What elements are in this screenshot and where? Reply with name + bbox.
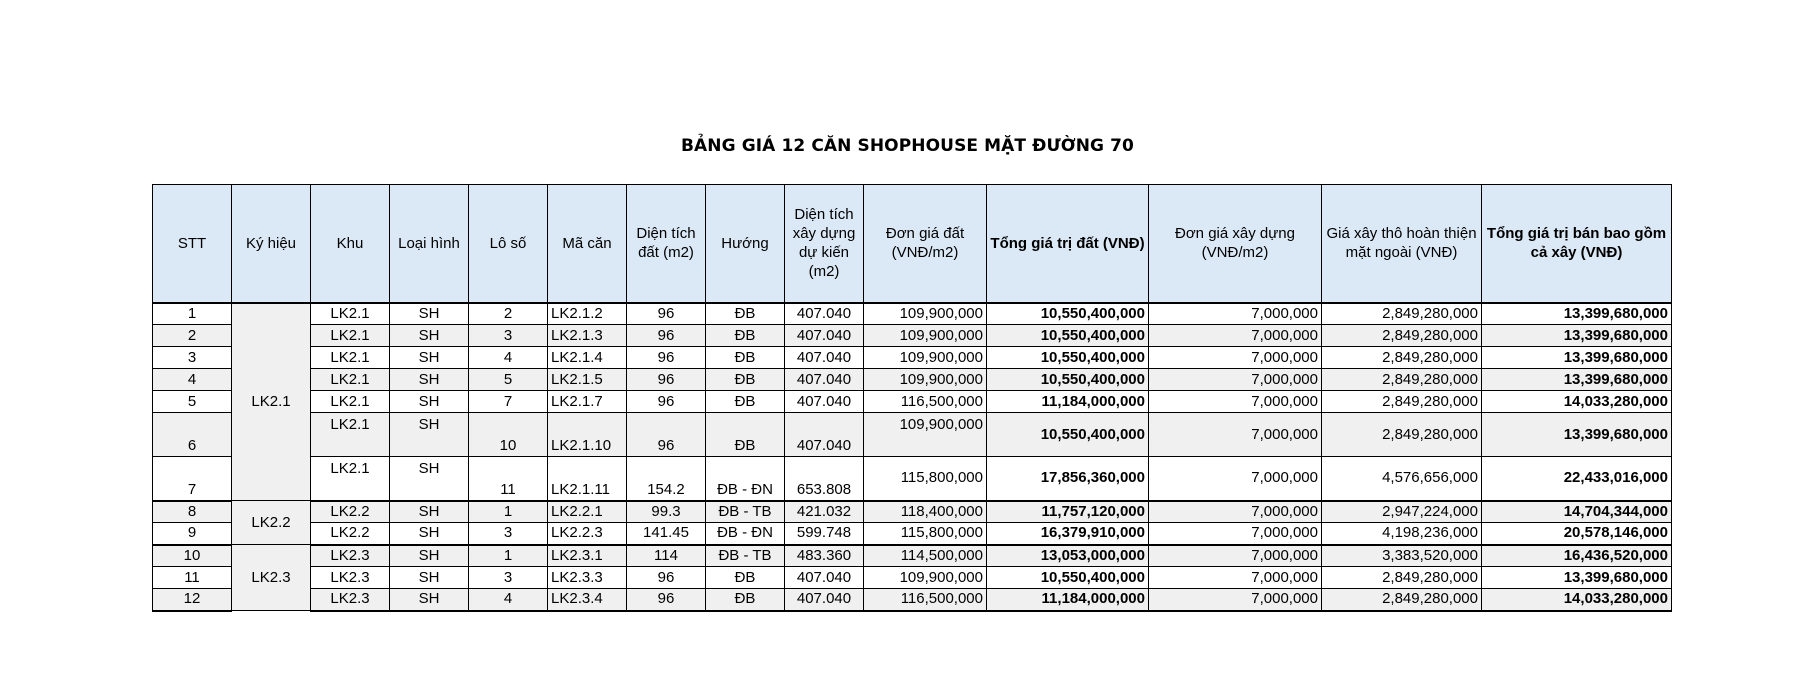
cell-loai-hinh: SH [390,501,469,523]
cell-dien-tich-xay-dung: 421.032 [785,501,864,523]
header-ma-can: Mã căn [548,185,627,303]
cell-huong: ĐB [706,589,785,611]
cell-stt: 10 [153,545,232,567]
cell-dien-tich-xay-dung: 407.040 [785,347,864,369]
cell-don-gia-dat: 118,400,000 [864,501,987,523]
cell-tong-gia-tri-dat: 10,550,400,000 [987,567,1149,589]
cell-tong-gia-tri-ban: 14,033,280,000 [1482,391,1672,413]
cell-lo-so: 3 [469,567,548,589]
cell-don-gia-xay-dung: 7,000,000 [1149,347,1322,369]
header-stt: STT [153,185,232,303]
cell-loai-hinh: SH [390,523,469,545]
cell-tong-gia-tri-ban: 13,399,680,000 [1482,413,1672,457]
cell-ma-can: LK2.1.7 [548,391,627,413]
cell-gia-xay-tho: 2,849,280,000 [1322,589,1482,611]
cell-loai-hinh: SH [390,545,469,567]
cell-gia-xay-tho: 4,198,236,000 [1322,523,1482,545]
cell-loai-hinh: SH [390,391,469,413]
cell-khu: LK2.1 [311,457,390,501]
cell-dien-tich-dat: 96 [627,347,706,369]
cell-loai-hinh: SH [390,457,469,501]
cell-loai-hinh: SH [390,413,469,457]
cell-huong: ĐB [706,347,785,369]
cell-dien-tich-dat: 96 [627,589,706,611]
group-ky-hieu: LK2.3 [232,545,311,611]
cell-dien-tich-dat: 96 [627,567,706,589]
cell-gia-xay-tho: 3,383,520,000 [1322,545,1482,567]
cell-don-gia-dat: 109,900,000 [864,413,987,457]
cell-dien-tich-xay-dung: 407.040 [785,567,864,589]
cell-loai-hinh: SH [390,325,469,347]
cell-dien-tich-xay-dung: 407.040 [785,391,864,413]
cell-khu: LK2.1 [311,347,390,369]
cell-dien-tich-xay-dung: 407.040 [785,413,864,457]
cell-tong-gia-tri-dat: 13,053,000,000 [987,545,1149,567]
cell-lo-so: 1 [469,501,548,523]
cell-dien-tich-dat: 141.45 [627,523,706,545]
table-row [153,501,1672,523]
page-title: BẢNG GIÁ 12 CĂN SHOPHOUSE MẶT ĐƯỜNG 70 [680,136,1134,156]
cell-huong: ĐB [706,391,785,413]
cell-dien-tich-xay-dung: 599.748 [785,523,864,545]
cell-don-gia-dat: 114,500,000 [864,545,987,567]
cell-tong-gia-tri-dat: 11,184,000,000 [987,589,1149,611]
cell-don-gia-dat: 109,900,000 [864,347,987,369]
cell-tong-gia-tri-dat: 16,379,910,000 [987,523,1149,545]
cell-ma-can: LK2.1.2 [548,303,627,325]
cell-gia-xay-tho: 4,576,656,000 [1322,457,1482,501]
cell-tong-gia-tri-dat: 10,550,400,000 [987,303,1149,325]
cell-lo-so: 10 [469,413,548,457]
cell-gia-xay-tho: 2,947,224,000 [1322,501,1482,523]
price-table [152,184,1672,612]
cell-stt: 12 [153,589,232,611]
cell-tong-gia-tri-dat: 17,856,360,000 [987,457,1149,501]
cell-don-gia-dat: 109,900,000 [864,303,987,325]
table-row [153,369,1672,391]
cell-gia-xay-tho: 2,849,280,000 [1322,413,1482,457]
cell-tong-gia-tri-ban: 14,704,344,000 [1482,501,1672,523]
table-row [153,589,1672,611]
group-ky-hieu: LK2.1 [232,303,311,501]
cell-tong-gia-tri-ban: 22,433,016,000 [1482,457,1672,501]
header-ky-hieu: Ký hiệu [232,185,311,303]
cell-gia-xay-tho: 2,849,280,000 [1322,567,1482,589]
cell-huong: ĐB [706,303,785,325]
cell-don-gia-xay-dung: 7,000,000 [1149,369,1322,391]
cell-loai-hinh: SH [390,303,469,325]
cell-don-gia-xay-dung: 7,000,000 [1149,589,1322,611]
cell-don-gia-dat: 109,900,000 [864,369,987,391]
cell-tong-gia-tri-dat: 10,550,400,000 [987,369,1149,391]
table-row [153,523,1672,545]
cell-lo-so: 5 [469,369,548,391]
cell-ma-can: LK2.1.11 [548,457,627,501]
table-row [153,391,1672,413]
header-dien-tich-dat: Diện tích đất (m2) [627,185,706,303]
cell-lo-so: 4 [469,589,548,611]
cell-stt: 2 [153,325,232,347]
cell-tong-gia-tri-ban: 13,399,680,000 [1482,303,1672,325]
cell-loai-hinh: SH [390,369,469,391]
cell-dien-tich-xay-dung: 407.040 [785,325,864,347]
cell-lo-so: 3 [469,325,548,347]
cell-gia-xay-tho: 2,849,280,000 [1322,347,1482,369]
cell-lo-so: 4 [469,347,548,369]
cell-dien-tich-dat: 96 [627,303,706,325]
header-tong-gia-tri-ban: Tổng giá trị bán bao gồm cả xây (VNĐ) [1482,185,1672,303]
cell-tong-gia-tri-dat: 10,550,400,000 [987,325,1149,347]
cell-tong-gia-tri-ban: 13,399,680,000 [1482,567,1672,589]
cell-huong: ĐB [706,413,785,457]
cell-ma-can: LK2.1.3 [548,325,627,347]
cell-don-gia-xay-dung: 7,000,000 [1149,303,1322,325]
cell-khu: LK2.1 [311,325,390,347]
cell-khu: LK2.2 [311,523,390,545]
cell-stt: 7 [153,457,232,501]
cell-ma-can: LK2.3.1 [548,545,627,567]
cell-khu: LK2.1 [311,369,390,391]
cell-khu: LK2.1 [311,303,390,325]
cell-don-gia-dat: 109,900,000 [864,567,987,589]
cell-khu: LK2.2 [311,501,390,523]
cell-huong: ĐB [706,369,785,391]
header-huong: Hướng [706,185,785,303]
cell-dien-tich-dat: 96 [627,391,706,413]
cell-gia-xay-tho: 2,849,280,000 [1322,325,1482,347]
cell-don-gia-dat: 109,900,000 [864,325,987,347]
cell-ma-can: LK2.2.1 [548,501,627,523]
cell-gia-xay-tho: 2,849,280,000 [1322,391,1482,413]
cell-stt: 9 [153,523,232,545]
cell-dien-tich-xay-dung: 407.040 [785,369,864,391]
cell-tong-gia-tri-ban: 14,033,280,000 [1482,589,1672,611]
cell-tong-gia-tri-dat: 10,550,400,000 [987,413,1149,457]
cell-don-gia-dat: 116,500,000 [864,391,987,413]
table-row [153,325,1672,347]
cell-gia-xay-tho: 2,849,280,000 [1322,303,1482,325]
cell-loai-hinh: SH [390,589,469,611]
cell-don-gia-xay-dung: 7,000,000 [1149,567,1322,589]
cell-stt: 1 [153,303,232,325]
cell-gia-xay-tho: 2,849,280,000 [1322,369,1482,391]
header-row [153,185,1672,303]
cell-dien-tich-xay-dung: 407.040 [785,589,864,611]
cell-ma-can: LK2.1.10 [548,413,627,457]
cell-lo-so: 7 [469,391,548,413]
cell-huong: ĐB - ĐN [706,523,785,545]
cell-don-gia-xay-dung: 7,000,000 [1149,501,1322,523]
cell-dien-tich-xay-dung: 407.040 [785,303,864,325]
cell-don-gia-xay-dung: 7,000,000 [1149,457,1322,501]
cell-stt: 4 [153,369,232,391]
cell-tong-gia-tri-dat: 10,550,400,000 [987,347,1149,369]
cell-dien-tich-dat: 96 [627,369,706,391]
cell-don-gia-xay-dung: 7,000,000 [1149,413,1322,457]
cell-huong: ĐB [706,325,785,347]
cell-ma-can: LK2.1.5 [548,369,627,391]
table-row [153,457,1672,501]
cell-stt: 11 [153,567,232,589]
header-khu: Khu [311,185,390,303]
cell-stt: 3 [153,347,232,369]
cell-don-gia-xay-dung: 7,000,000 [1149,391,1322,413]
cell-khu: LK2.1 [311,413,390,457]
cell-ma-can: LK2.1.4 [548,347,627,369]
cell-ma-can: LK2.2.3 [548,523,627,545]
cell-loai-hinh: SH [390,567,469,589]
group-ky-hieu: LK2.2 [232,501,311,545]
cell-huong: ĐB - TB [706,501,785,523]
cell-huong: ĐB [706,567,785,589]
table-row [153,567,1672,589]
cell-stt: 8 [153,501,232,523]
header-loai-hinh: Loại hình [390,185,469,303]
cell-don-gia-xay-dung: 7,000,000 [1149,523,1322,545]
cell-khu: LK2.3 [311,589,390,611]
cell-tong-gia-tri-ban: 20,578,146,000 [1482,523,1672,545]
cell-khu: LK2.3 [311,567,390,589]
cell-tong-gia-tri-dat: 11,757,120,000 [987,501,1149,523]
cell-tong-gia-tri-dat: 11,184,000,000 [987,391,1149,413]
header-don-gia-dat: Đơn giá đất (VNĐ/m2) [864,185,987,303]
cell-ma-can: LK2.3.3 [548,567,627,589]
cell-stt: 5 [153,391,232,413]
cell-khu: LK2.1 [311,391,390,413]
cell-dien-tich-dat: 96 [627,413,706,457]
cell-dien-tich-dat: 96 [627,325,706,347]
cell-don-gia-dat: 116,500,000 [864,589,987,611]
cell-huong: ĐB - TB [706,545,785,567]
cell-don-gia-xay-dung: 7,000,000 [1149,545,1322,567]
cell-tong-gia-tri-ban: 13,399,680,000 [1482,369,1672,391]
cell-lo-so: 1 [469,545,548,567]
cell-tong-gia-tri-ban: 13,399,680,000 [1482,325,1672,347]
cell-dien-tich-dat: 114 [627,545,706,567]
cell-lo-so: 3 [469,523,548,545]
cell-tong-gia-tri-ban: 16,436,520,000 [1482,545,1672,567]
header-lo-so: Lô số [469,185,548,303]
header-dien-tich-xay-dung: Diện tích xây dựng dự kiến (m2) [785,185,864,303]
cell-dien-tich-dat: 154.2 [627,457,706,501]
table-row [153,303,1672,325]
cell-stt: 6 [153,413,232,457]
cell-lo-so: 11 [469,457,548,501]
cell-ma-can: LK2.3.4 [548,589,627,611]
cell-don-gia-dat: 115,800,000 [864,457,987,501]
cell-lo-so: 2 [469,303,548,325]
cell-khu: LK2.3 [311,545,390,567]
cell-huong: ĐB - ĐN [706,457,785,501]
cell-dien-tich-xay-dung: 483.360 [785,545,864,567]
table-row [153,413,1672,457]
cell-dien-tich-dat: 99.3 [627,501,706,523]
cell-don-gia-dat: 115,800,000 [864,523,987,545]
header-don-gia-xay-dung: Đơn giá xây dựng (VNĐ/m2) [1149,185,1322,303]
header-tong-gia-tri-dat: Tổng giá trị đất (VNĐ) [987,185,1149,303]
cell-tong-gia-tri-ban: 13,399,680,000 [1482,347,1672,369]
cell-dien-tich-xay-dung: 653.808 [785,457,864,501]
table-row [153,545,1672,567]
table-row [153,347,1672,369]
cell-loai-hinh: SH [390,347,469,369]
header-gia-xay-tho: Giá xây thô hoàn thiện mặt ngoài (VNĐ) [1322,185,1482,303]
cell-don-gia-xay-dung: 7,000,000 [1149,325,1322,347]
